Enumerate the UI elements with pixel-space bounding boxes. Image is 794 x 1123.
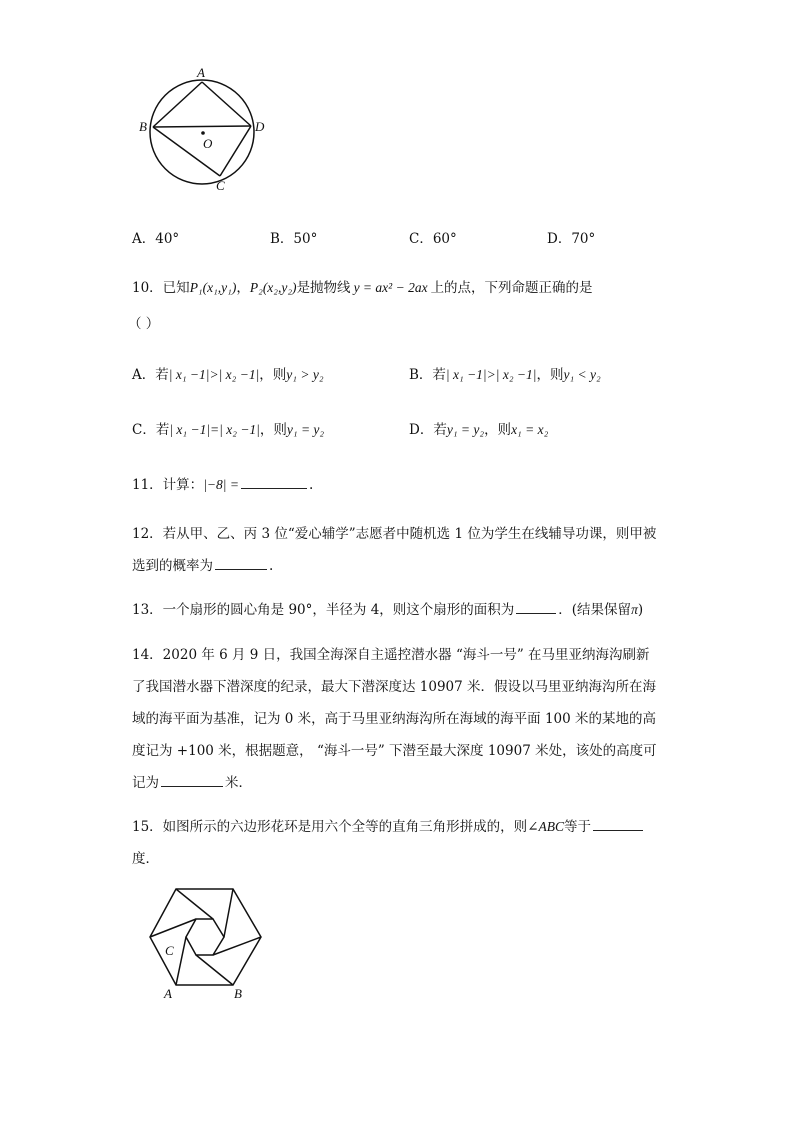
q13-pi: π [631,602,638,617]
segment-ad [202,82,251,126]
q14-answer-blank[interactable] [161,785,223,787]
q10-parabola: y = ax² − 2ax [353,280,428,295]
q10-option-b [409,363,601,383]
label-a: A [164,986,172,1001]
q14-line5-text: 记为 [132,775,159,791]
q10-option-d-mid: ，则 [484,422,512,438]
q10-option-d-result: x₁ = x₂ [511,422,549,437]
q14-line3: 域的海平面为基准，记为 0 米，高于马里亚纳海沟所在海域的海平面 100 米的某地的高 [132,711,657,727]
label-o: O [203,136,213,151]
label-b: B [234,986,242,1001]
q10-stem-b: 是抛物线 [296,280,351,296]
label-a: A [197,65,205,80]
q10-option-a-mid: ，则 [259,367,287,383]
q15-line1-text: 15．如图所示的六边形花环是用六个全等的直角三角形拼成的，则 [132,819,528,835]
q15-answer-blank[interactable] [593,829,643,831]
q15-angle: ∠ABC [527,819,564,834]
q12-answer-blank[interactable] [215,568,267,570]
q10-sep: ， [236,280,250,296]
q14-line2: 了我国潜水器下潜深度的纪录，最大下潜深度达 10907 米．假设以马里亚纳海沟所在海 [132,679,657,695]
q9-option-c: C．60° [409,231,457,247]
q14-line5-end: 米． [225,775,252,791]
q13 [132,598,643,618]
segment-ab [153,82,202,127]
segment-bd [153,126,251,127]
garland-segment-3 [213,937,261,955]
q10-option-d-condition: y₁ = y₂ [446,422,485,437]
q10-option-c [132,418,324,438]
q10-option-b-result: y₁ < y₂ [563,367,601,382]
q12-line2 [132,554,273,574]
label-c: C [165,943,174,958]
outer-hexagon [150,889,261,985]
q11-prefix: 11．计算： [132,477,204,493]
q13-close: ) [637,602,644,618]
q13-end: ．(结果保留 [558,602,632,618]
inner-hexagon [186,919,224,955]
q11 [132,473,313,493]
circle-quadrilateral-figure [120,62,290,202]
q10-option-b-mid: ，则 [536,367,564,383]
q10-stem-c: 上的点，下列命题正确的是 [430,280,593,296]
q10-point-p1: P₁(x₁,y₁) [189,280,237,295]
q15-line2: 度． [132,851,159,867]
garland-segment-1 [176,889,213,919]
label-b: B [139,119,147,134]
q11-answer-blank[interactable] [241,487,307,489]
q10-option-c-prefix: C．若 [132,422,170,438]
label-d: D [255,119,265,134]
center-point-o [201,131,205,135]
q10-option-a-prefix: A．若 [132,367,169,383]
hexagon-garland-figure [140,880,270,1005]
q10-option-a-condition: | x₁ −1|>| x₂ −1| [168,367,260,382]
segment-bc [153,127,220,176]
q12-end: . [269,558,274,574]
garland-segment-4 [196,955,233,985]
q11-suffix: . [308,477,314,493]
q9-option-b: B．50° [270,231,318,247]
q10-option-b-condition: | x₁ −1|>| x₂ −1| [445,367,537,382]
q10-option-a-result: y₁ > y₂ [286,367,324,382]
q14-line1: 14．2020 年 6 月 9 日，我国全海深自主遥控潜水器 “海斗一号” 在马里亚纳海沟刷新 [132,647,650,663]
label-c: C [216,178,225,193]
q15-line1 [132,815,645,835]
garland-segment-6 [150,919,196,937]
garland-segment-5 [176,937,186,985]
q10-stem [132,276,593,296]
q10-option-b-prefix: B．若 [409,367,446,383]
q12-line1: 12．若从甲、乙、丙 3 位“爱心辅学”志愿者中随机选 1 位为学生在线辅导功课，则甲被 [132,526,657,542]
q10-option-a [132,363,324,383]
q13-text: 13．一个扇形的圆心角是 90°，半径为 4，则这个扇形的面积为 [132,602,515,618]
q10-option-c-result: y₁ = y₂ [286,422,325,437]
q10-option-c-mid: ，则 [259,422,287,438]
q12-line2-text: 选到的概率为 [132,558,213,574]
q14-line5 [132,771,252,791]
q15-line1-end: 等于 [564,819,591,835]
q10-point-p2: P₂(x₂,y₂) [249,280,297,295]
q10-answer-paren: （ ） [128,316,160,332]
garland-segment-2 [224,889,233,937]
q11-expression: |−8| = [203,477,239,492]
q10-option-d-prefix: D．若 [409,422,447,438]
q14-line4: 度记为 +100 米，根据题意， “海斗一号” 下潜至最大深度 10907 米处，该处的高度可 [132,743,657,759]
segment-dc [220,126,251,176]
q9-option-a: A．40° [132,231,180,247]
q10-option-d [409,418,548,438]
q9-option-d: D．70° [547,231,596,247]
q13-answer-blank[interactable] [516,612,556,614]
q10-option-c-condition: | x₁ −1|=| x₂ −1| [169,422,260,437]
q10-stem-a: 10．已知 [132,280,190,296]
